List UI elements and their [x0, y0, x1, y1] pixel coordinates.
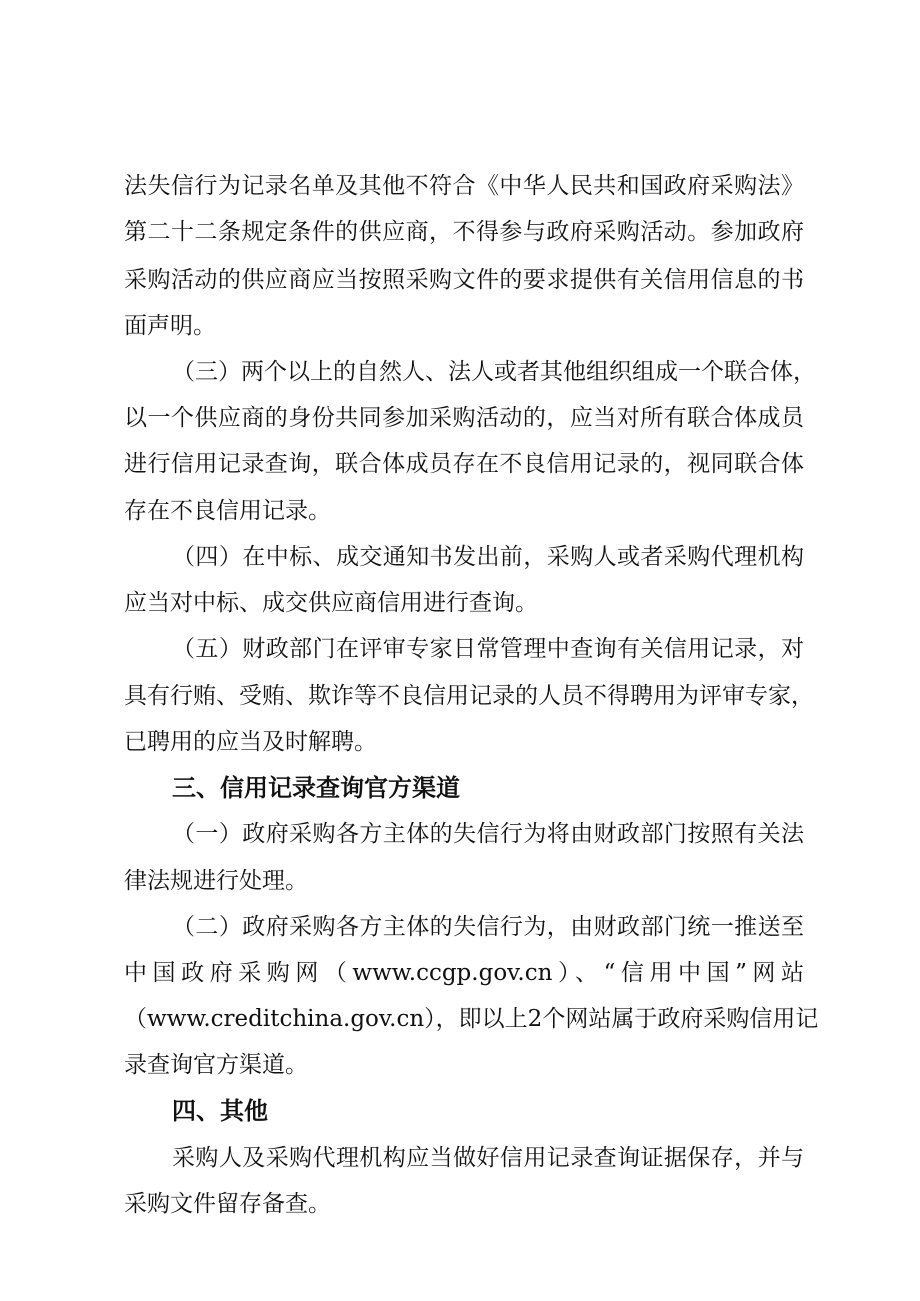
paragraph-line: 采购文件留存备查。	[124, 1191, 331, 1217]
paragraph-line: 采购人及采购代理机构应当做好信用记录查询证据保存，并与	[172, 1145, 804, 1171]
section-heading: 四、其他	[172, 1097, 268, 1125]
paragraph-line: 第二十二条规定条件的供应商，不得参与政府采购活动。参加政府	[124, 219, 804, 245]
paragraph-line: 具有行贿、受贿、欺诈等不良信用记录的人员不得聘用为评审专家，	[124, 683, 814, 709]
paragraph-line: （二）政府采购各方主体的失信行为，由财政部门统一推送至	[172, 914, 804, 940]
paragraph-line: 面声明。	[124, 313, 216, 339]
paragraph-line: 存在不良信用记录。	[124, 498, 331, 524]
paragraph-line: （四）在中标、成交通知书发出前，采购人或者采购代理机构	[172, 544, 804, 570]
section-heading: 三、信用记录查询官方渠道	[172, 774, 460, 802]
paragraph-line: 进行信用记录查询，联合体成员存在不良信用记录的，视同联合体	[124, 451, 804, 477]
paragraph-line: （一）政府采购各方主体的失信行为将由财政部门按照有关法	[172, 821, 804, 847]
paragraph-line: 录查询官方渠道。	[124, 1052, 308, 1078]
paragraph-line: （www.creditchina.gov.cn），即以上2个网站属于政府采购信用记	[124, 1006, 819, 1032]
paragraph-line: 律法规进行处理。	[124, 868, 308, 894]
paragraph-line: 法失信行为记录名单及其他不符合《中华人民共和国政府采购法》	[124, 173, 804, 199]
paragraph-line: （三）两个以上的自然人、法人或者其他组织组成一个联合体，	[172, 359, 816, 385]
paragraph-line: 采购活动的供应商应当按照采购文件的要求提供有关信用信息的书	[124, 267, 804, 293]
paragraph-line: 以一个供应商的身份共同参加采购活动的，应当对所有联合体成员	[124, 405, 804, 431]
paragraph-line: 中国政府采购网（www.ccgp.gov.cn）、“信用中国”网站	[124, 960, 804, 986]
paragraph-line: （五）财政部门在评审专家日常管理中查询有关信用记录，对	[172, 636, 804, 662]
paragraph-line: 已聘用的应当及时解聘。	[124, 729, 377, 755]
paragraph-line: 应当对中标、成交供应商信用进行查询。	[124, 590, 538, 616]
